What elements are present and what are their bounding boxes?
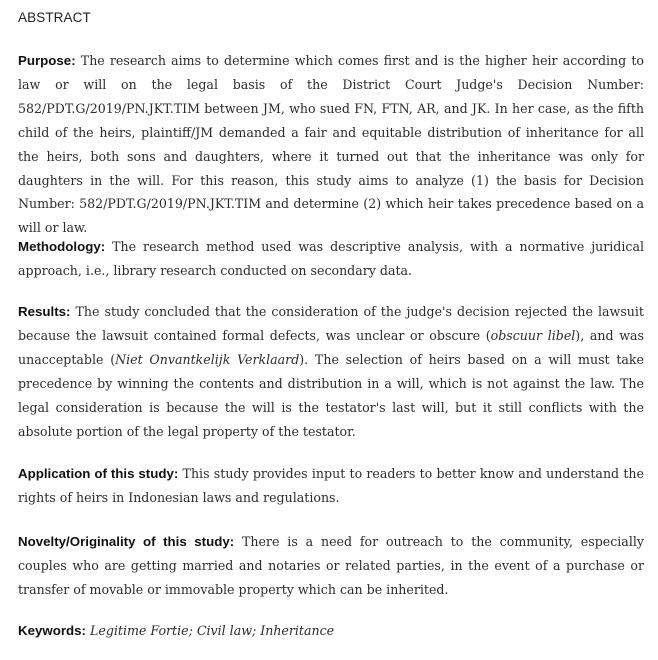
- application-label: Application of this study:: [18, 466, 179, 481]
- purpose-label: Purpose:: [18, 53, 76, 68]
- application-paragraph: [18, 462, 644, 510]
- abstract-heading: ABSTRACT: [18, 10, 91, 25]
- keywords-label: Keywords:: [18, 623, 86, 638]
- application-text: This study provides input to readers to better know and understand the rights of heirs in Indonesian laws and regulations.: [18, 466, 644, 505]
- results-italic-niet-onvantkelijk: Niet Onvantkelijk Verklaard: [115, 351, 300, 367]
- novelty-paragraph: [18, 530, 644, 602]
- results-text-2: ), and was unacceptable (: [18, 327, 644, 367]
- methodology-paragraph: [18, 235, 644, 283]
- keywords-paragraph: [18, 619, 644, 643]
- results-italic-obscuur-libel: obscuur libel: [490, 327, 576, 343]
- methodology-label: Methodology:: [18, 239, 106, 254]
- novelty-text: There is a need for outreach to the community, especially couples who are getting married and notaries or related parties, in the event of a purchase or transfer of movable or immovable property which can be inherited.: [18, 534, 644, 597]
- results-label: Results:: [18, 304, 71, 319]
- purpose-paragraph: [18, 49, 644, 240]
- results-text-1: The study concluded that the consideration of the judge's decision rejected the lawsuit because the lawsuit contained formal defects, was unclear or obscure (: [18, 304, 644, 343]
- keywords-text: Legitime Fortie; Civil law; Inheritance: [90, 623, 335, 638]
- methodology-text: The research method used was descriptive analysis, with a normative juridical approach, i.e., library research conducted on secondary data.: [18, 239, 644, 278]
- results-text-3: ). The selection of heirs based on a will must take precedence by winning the contents and distribution in a will, which is not against the law. The legal consideration is because the will is the testator's last will, but it still conflicts with the absolute portion of the legal property of the testator.: [18, 351, 644, 439]
- novelty-label: Novelty/Originality of this study:: [18, 534, 235, 549]
- results-paragraph: [18, 300, 644, 443]
- purpose-text: The research aims to determine which comes first and is the higher heir according to law or will on the legal basis of the District Court Judge's Decision Number: 582/PDT.G/2019/PN.JKT.TIM between JM, who sued FN, FTN, AR, and JK. In her case, as the fifth child of the heirs, plaintiff/JM demanded a fair and equitable distribution of inheritance for all the heirs, both sons and daughters, where it turned out that the inheritance was only for daughters in the will. For this reason, this study aims to analyze (1) the basis for Decision Number: 582/PDT.G/2019/PN.JKT.TIM and determine (2) which heir takes precedence based on a will or law.: [18, 53, 644, 236]
